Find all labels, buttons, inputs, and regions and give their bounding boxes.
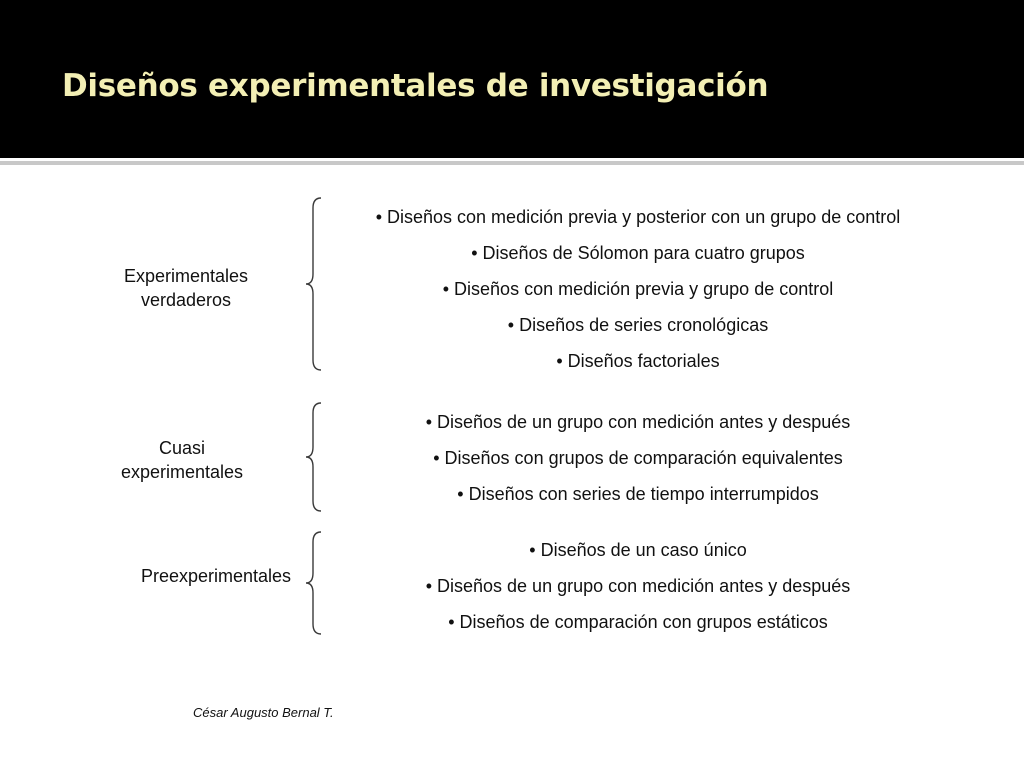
list-item: • Diseños de series cronológicas <box>507 315 769 335</box>
author-credit: César Augusto Bernal T. <box>193 705 334 720</box>
category-label-line: Preexperimentales <box>140 566 292 586</box>
slide-title: Diseños experimentales de investigación <box>62 68 769 104</box>
header-divider <box>0 161 1024 165</box>
category-label-line: Experimentales <box>123 266 249 286</box>
category-label-line: experimentales <box>120 462 244 482</box>
list-item: • Diseños de comparación con grupos estáticos <box>448 612 828 632</box>
list-item: • Diseños de un grupo con medición antes y después <box>425 412 851 432</box>
list-item: • Diseños de un grupo con medición antes y después <box>425 576 851 596</box>
category-cuasi-experimentales <box>102 436 262 484</box>
list-item: • Diseños con medición previa y grupo de control <box>442 279 834 299</box>
list-item: • Diseños con series de tiempo interrumpidos <box>457 484 819 504</box>
category-experimentales-verdaderos <box>106 264 266 312</box>
list-item: • Diseños de un caso único <box>529 540 747 560</box>
list-item: • Diseños de Sólomon para cuatro grupos <box>471 243 805 263</box>
list-item: • Diseños factoriales <box>556 351 720 371</box>
list-item: • Diseños con medición previa y posterior con un grupo de control <box>375 207 901 227</box>
title-bar <box>0 0 1024 158</box>
category-label-line: Cuasi <box>158 438 206 458</box>
category-label-line: verdaderos <box>140 290 232 310</box>
category-preexperimentales <box>126 564 306 588</box>
list-item: • Diseños con grupos de comparación equivalentes <box>433 448 843 468</box>
